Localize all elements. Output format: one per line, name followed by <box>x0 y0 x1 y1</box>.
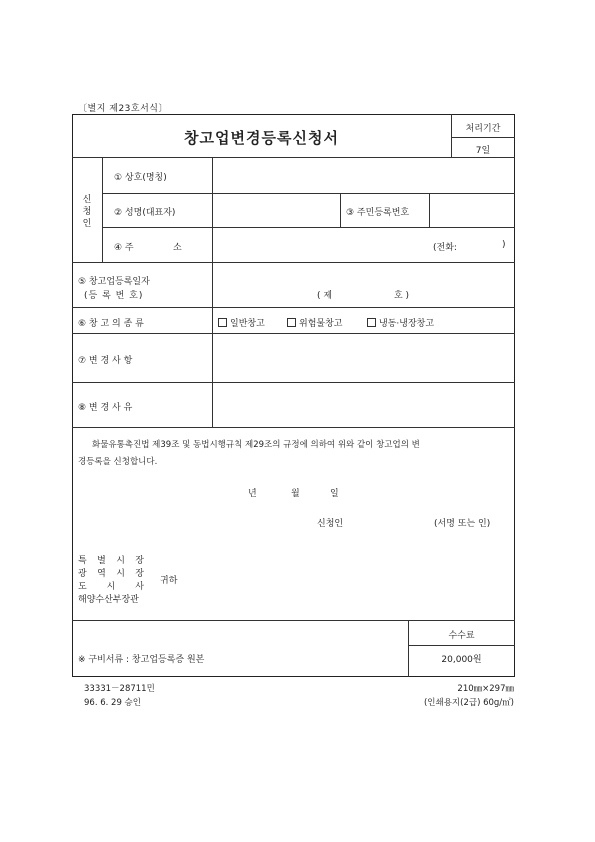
recipient-ministry: 해양수산부장관 <box>78 595 139 605</box>
form-code: 33331－28711민 <box>84 684 155 694</box>
applicant-sign-label: 신청인 <box>317 519 344 529</box>
resident-number-field[interactable] <box>430 194 514 226</box>
change-items-label: ⑦ 변 경 사 항 <box>78 356 133 366</box>
statement-line-2: 경등록을 신청합니다. <box>78 457 158 467</box>
processing-period-label: 처리기간 <box>465 124 501 134</box>
applicant-sign-field[interactable] <box>350 512 428 528</box>
registration-number-field[interactable] <box>340 285 388 301</box>
divider <box>72 307 515 308</box>
applicant-side-label-2: 청 <box>82 207 92 217</box>
change-reason-field[interactable] <box>213 383 514 426</box>
cold-storage-label: 냉동·냉장창고 <box>379 319 435 329</box>
required-documents: ※ 구비서류 : 창고업등록증 원본 <box>78 655 205 665</box>
applicant-side-label-1: 신 <box>82 195 92 205</box>
honorific: 귀하 <box>160 576 178 586</box>
checkbox-icon[interactable] <box>367 318 376 327</box>
phone-close: ) <box>502 240 506 250</box>
approval-date: 96. 6. 29 승인 <box>84 698 141 708</box>
address-field[interactable] <box>213 228 423 261</box>
divider <box>72 620 515 621</box>
recipient-metropolitan-city: 광 역 시 장 <box>78 569 144 579</box>
hazmat-warehouse-label: 위험물창고 <box>299 319 343 329</box>
phone-field[interactable] <box>465 236 499 252</box>
applicant-side-label-3: 인 <box>82 219 92 229</box>
cold-storage-option[interactable] <box>367 316 434 329</box>
trade-name-field[interactable] <box>213 158 514 192</box>
registration-number-label: (등 록 번 호) <box>84 291 144 301</box>
phone-label: (전화: <box>433 243 457 253</box>
registration-date-label: ⑤ 창고업등록일자 <box>78 277 150 287</box>
address-label-part2: 소 <box>173 243 182 253</box>
statement-line-1: 화물유통촉진법 제39조 및 동법시행규칙 제29조의 규정에 의하여 위와 같이 창고업의 변 <box>92 440 420 450</box>
checkbox-icon[interactable] <box>287 318 296 327</box>
general-warehouse-option[interactable] <box>218 316 265 329</box>
change-items-field[interactable] <box>213 334 514 381</box>
divider <box>340 193 341 227</box>
date-year-label: 년 <box>248 489 257 499</box>
warehouse-type-label: ⑥ 창 고 의 종 류 <box>78 319 144 329</box>
divider <box>72 427 515 428</box>
representative-name-label: ② 성명(대표자) <box>114 208 176 218</box>
representative-name-field[interactable] <box>213 194 339 226</box>
resident-number-label: ③ 주민등록번호 <box>346 208 410 218</box>
hazmat-warehouse-option[interactable] <box>287 316 342 329</box>
form-title: 창고업변경등록신청서 <box>184 129 339 147</box>
divider <box>451 137 515 138</box>
divider <box>102 157 103 262</box>
signature-or-seal: (서명 또는 인) <box>434 519 491 529</box>
form-id: 〔별지 제23호서식〕 <box>78 104 168 114</box>
checkbox-icon[interactable] <box>218 318 227 327</box>
recipient-province-governor: 도 시 사 <box>78 582 144 592</box>
change-reason-label: ⑧ 변 경 사 유 <box>78 403 133 413</box>
divider <box>408 645 515 646</box>
registration-number-close: 호 ) <box>394 291 410 301</box>
paper-spec: (인쇄용지(2급) 60g/㎡) <box>423 698 514 708</box>
registration-number-open: ( 제 <box>317 291 333 301</box>
address-label-part1: ④ 주 <box>114 243 134 253</box>
fee-label: 수수료 <box>448 631 475 641</box>
processing-period-value: 7일 <box>475 146 491 156</box>
date-day-label: 일 <box>330 489 339 499</box>
fee-value: 20,000원 <box>441 655 482 665</box>
general-warehouse-label: 일반창고 <box>230 319 265 329</box>
registration-date-field[interactable] <box>213 263 514 283</box>
trade-name-label: ① 상호(명칭) <box>114 173 167 183</box>
date-month-label: 월 <box>291 489 300 499</box>
paper-size: 210㎜×297㎜ <box>457 684 514 694</box>
recipient-special-city: 특 별 시 장 <box>78 556 144 566</box>
